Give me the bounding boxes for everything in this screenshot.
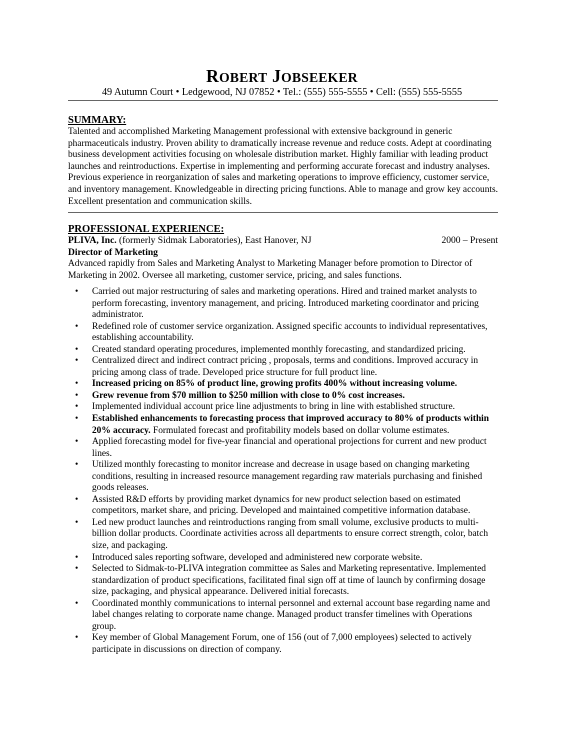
name-last-initial: J (272, 66, 282, 86)
bullet-marker: • (75, 414, 79, 425)
bullet-marker: • (75, 460, 79, 471)
achievement-text: Led new product launches and reintroductions ranging from small volume, exclusive products to multi-billion dollar products. Coordinate activities across all departments to ensure correct strength, color, batch size, and packaging. (92, 517, 489, 552)
job-title: Director of Marketing (68, 248, 158, 258)
achievement-bold-text: Established enhancements to forecasting process that improved accuracy to 80% of products within 20% accuracy. (92, 414, 489, 436)
achievement-bold-text: Grew revenue from $70 million to $250 million with close to 0% cost increases. (92, 390, 405, 401)
achievement-item (68, 564, 498, 599)
company-name: PLIVA, Inc. (68, 236, 117, 246)
name-first-initial: R (206, 66, 220, 86)
achievement-list (68, 287, 498, 657)
summary-divider (68, 212, 498, 213)
achievement-item (68, 599, 498, 634)
achievement-text: Implemented individual account price line adjustments to bring in line with established structure. (92, 402, 456, 413)
header-divider (68, 100, 498, 101)
experience-heading: PROFESSIONAL EXPERIENCE: (68, 224, 225, 235)
achievement-text: Redefined role of customer service organization. Assigned specific accounts to individual representatives, establishing accountability. (92, 321, 488, 344)
bullet-marker: • (75, 633, 79, 644)
achievement-item (68, 553, 498, 565)
achievement-text: Introduced sales reporting software, developed and administered new corporate website. (92, 552, 423, 563)
achievement-item (68, 322, 498, 345)
achievement-item (68, 345, 498, 357)
bullet-marker: • (75, 564, 79, 575)
bullet-marker: • (75, 552, 79, 563)
job-dates: 2000 – Present (441, 236, 498, 246)
summary-text: Talented and accomplished Marketing Management professional with extensive background in generic pharmaceuticals industry. Proven ability to dramatically increase revenue and reduce costs. Adept at coordinating business development activities focusing on wholesale distribution market. Highly familiar with leading product launches and reintroductions. Expertise in implementing and performing accurate forecast and industry analyses. Previous experience in reorganization of sales and marketing operations to improve efficiency, customer service, and inventory management. Knowledgeable in directing pricing functions. Able to manage and grow key accounts. Excellent presentation and communication skills. (68, 127, 498, 207)
candidate-name (0, 66, 564, 87)
achievement-item (68, 391, 498, 403)
achievement-text: Formulated forecast and profitability models based on dollar volume estimates. (150, 425, 450, 436)
achievement-item (68, 460, 498, 495)
bullet-marker: • (75, 598, 79, 609)
achievement-item (68, 414, 498, 437)
achievement-item (68, 495, 498, 518)
bullet-marker: • (75, 437, 79, 448)
achievement-text: Applied forecasting model for five-year financial and operational projections for current and new product lines. (92, 437, 487, 459)
achievement-text: Key member of Global Management Forum, one of 156 (out of 7,000 employees) selected to actively participate in discussions on direction of company. (92, 633, 472, 655)
contact-line: 49 Autumn Court • Ledgewood, NJ 07852 • Tel.: (555) 555-5555 • Cell: (555) 555-5555 (101, 87, 463, 98)
achievement-item (68, 379, 498, 391)
achievement-text: Assisted R&D efforts by providing market dynamics for new product selection based on estimated competitors, market share, and pricing. Developed and maintained competitive information database. (92, 494, 471, 517)
achievement-text: Selected to Sidmak-to-PLIVA integration committee as Sales and Marketing representative. Implemented standardization of product specifications, facilitated final sign off at time of launch by confirming dosage size, packaging, and physical appearance. Delivered initial forecasts. (92, 564, 486, 598)
bullet-marker: • (75, 494, 79, 505)
bullet-marker: • (75, 321, 79, 332)
achievement-text: Carried out major restructuring of sales and marketing operations. Hired and trained market analysts to perform forecasting, inventory management, and pricing. Introduced marketing coordinator and pricing administrator. (92, 287, 479, 321)
achievement-item (68, 633, 498, 656)
achievement-item (68, 437, 498, 460)
achievement-text: Centralized direct and indirect contract pricing , proposals, terms and conditions. Improved accuracy in pricing among class of trade. Developed price structure for full product line. (92, 356, 479, 378)
job-intro: Advanced rapidly from Sales and Marketing Analyst to Marketing Manager before promotion to Director of Marketing in 2002. Oversee all marketing, customer service, pricing, and sales functions. (68, 259, 473, 281)
achievement-item (68, 402, 498, 414)
bullet-marker: • (75, 344, 79, 355)
company-detail: (formerly Sidmak Laboratories), East Hanover, NJ (116, 236, 312, 246)
bullet-marker: • (75, 379, 79, 390)
bullet-marker: • (75, 287, 79, 297)
bullet-marker: • (75, 517, 79, 528)
name-first-rest: OBERT (219, 70, 268, 85)
bullet-marker: • (75, 390, 79, 401)
bullet-marker: • (75, 356, 79, 367)
achievement-item (68, 356, 498, 379)
achievement-text: Utilized monthly forecasting to monitor increase and decrease in usage based on changing marketing conditions, resulting in increased resource management regarding raw materials purchasing and finished goods releases. (92, 460, 483, 494)
achievement-item (68, 518, 498, 553)
achievement-bold-text: Increased pricing on 85% of product line, growing profits 400% without increasing volume. (92, 379, 458, 390)
achievement-text: Created standard operating procedures, implemented monthly forecasting, and standardized pricing. (92, 344, 466, 355)
summary-heading: SUMMARY: (68, 115, 127, 126)
bullet-marker: • (75, 402, 79, 413)
company-wrap (68, 236, 312, 248)
achievement-text: Coordinated monthly communications to internal personnel and external account base regarding name and label changes relating to corporate name change. Managed product transfer timelines with Operations group. (92, 598, 491, 632)
job-company-line (68, 236, 498, 248)
achievement-item (68, 287, 498, 322)
name-last-rest: OBSEEKER (281, 70, 358, 85)
